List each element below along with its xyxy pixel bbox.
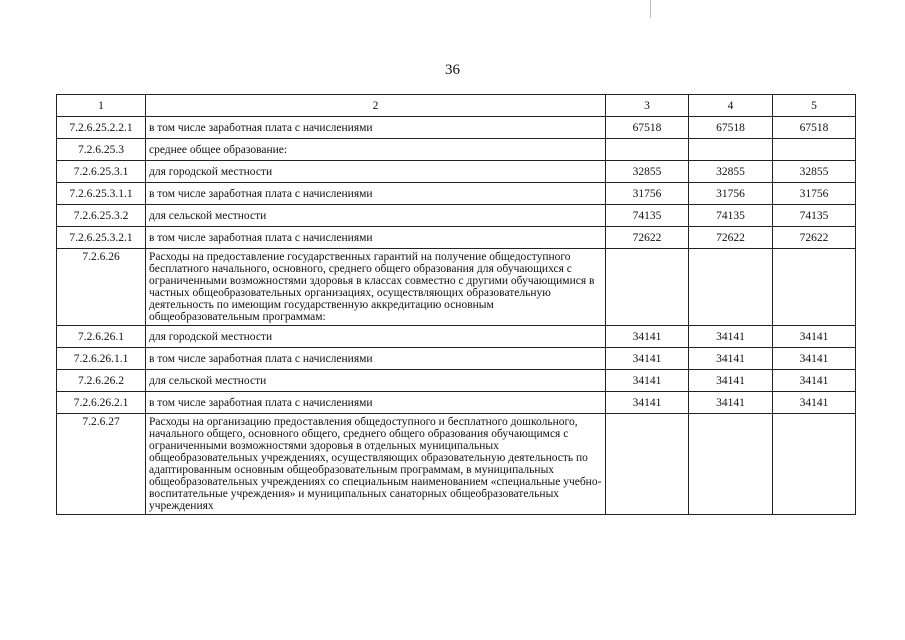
scan-artifact xyxy=(650,0,657,18)
value-col4: 34141 xyxy=(689,392,773,414)
table-row xyxy=(57,414,856,515)
value-col4: 74135 xyxy=(689,205,773,227)
value-col3: 34141 xyxy=(606,370,689,392)
table-row xyxy=(57,249,856,326)
row-code: 7.2.6.26.1 xyxy=(57,326,146,348)
value-col5: 34141 xyxy=(773,348,856,370)
value-col4: 67518 xyxy=(689,117,773,139)
row-code: 7.2.6.25.3.1 xyxy=(57,161,146,183)
table-row xyxy=(57,392,856,414)
column-header: 1 xyxy=(57,95,146,117)
value-col4: 31756 xyxy=(689,183,773,205)
row-code: 7.2.6.25.3.2 xyxy=(57,205,146,227)
row-description: для сельской местности xyxy=(146,370,606,392)
page-number: 36 xyxy=(445,62,460,78)
row-code: 7.2.6.26 xyxy=(57,249,146,326)
table-row xyxy=(57,348,856,370)
row-description: Расходы на предоставление государственных гарантий на получение общедоступного бесплатного начального, основного, среднего общего образования для обучающихся с ограниченными возможностями здоровья в классах совместно с другими обучающимися в частных общеобразовательных организациях, осуществляющих образовательную деятельность по имеющим государственную аккредитацию основным общеобразовательным программам: xyxy=(146,249,606,326)
value-col4: 34141 xyxy=(689,326,773,348)
row-code: 7.2.6.25.3 xyxy=(57,139,146,161)
table-row xyxy=(57,326,856,348)
value-col4 xyxy=(689,139,773,161)
value-col4 xyxy=(689,249,773,326)
row-code: 7.2.6.27 xyxy=(57,414,146,515)
column-header: 3 xyxy=(606,95,689,117)
row-code: 7.2.6.25.3.2.1 xyxy=(57,227,146,249)
table-row xyxy=(57,205,856,227)
table-row xyxy=(57,183,856,205)
row-description: в том числе заработная плата с начислениями xyxy=(146,227,606,249)
value-col3: 34141 xyxy=(606,326,689,348)
row-description: Расходы на организацию предоставления общедоступного и бесплатного дошкольного, начального общего, основного общего, среднего общего образования обучающимся с ограниченными возможностями здоровья в отдельных муниципальных общеобразовательных учреждениях, осуществляющих образовательную деятельность по адаптированным основным общеобразовательным программам, в муниципальных общеобразовательных учреждениях со специальным наименованием «специальные учебно-воспитательные учреждения» и муниципальных санаторных общеобразовательных учреждениях xyxy=(146,414,606,515)
table-row xyxy=(57,370,856,392)
column-header: 4 xyxy=(689,95,773,117)
value-col4: 32855 xyxy=(689,161,773,183)
table-row xyxy=(57,117,856,139)
value-col5: 31756 xyxy=(773,183,856,205)
value-col4 xyxy=(689,414,773,515)
budget-table xyxy=(56,94,856,515)
value-col5 xyxy=(773,249,856,326)
table-header-row xyxy=(57,95,856,117)
value-col3 xyxy=(606,139,689,161)
value-col5: 74135 xyxy=(773,205,856,227)
value-col5: 34141 xyxy=(773,392,856,414)
row-description: в том числе заработная плата с начислениями xyxy=(146,348,606,370)
column-header: 5 xyxy=(773,95,856,117)
row-description: среднее общее образование: xyxy=(146,139,606,161)
row-code: 7.2.6.26.2 xyxy=(57,370,146,392)
table-row xyxy=(57,227,856,249)
value-col4: 34141 xyxy=(689,348,773,370)
value-col5: 34141 xyxy=(773,370,856,392)
value-col5 xyxy=(773,414,856,515)
value-col3: 34141 xyxy=(606,392,689,414)
value-col3: 34141 xyxy=(606,348,689,370)
value-col3 xyxy=(606,414,689,515)
value-col5: 32855 xyxy=(773,161,856,183)
row-description: в том числе заработная плата с начислениями xyxy=(146,183,606,205)
column-header: 2 xyxy=(146,95,606,117)
value-col3: 67518 xyxy=(606,117,689,139)
value-col3: 32855 xyxy=(606,161,689,183)
row-code: 7.2.6.25.2.2.1 xyxy=(57,117,146,139)
row-code: 7.2.6.25.3.1.1 xyxy=(57,183,146,205)
row-description: в том числе заработная плата с начислениями xyxy=(146,117,606,139)
row-description: в том числе заработная плата с начислениями xyxy=(146,392,606,414)
row-code: 7.2.6.26.1.1 xyxy=(57,348,146,370)
value-col3: 72622 xyxy=(606,227,689,249)
value-col5 xyxy=(773,139,856,161)
value-col5: 67518 xyxy=(773,117,856,139)
value-col5: 34141 xyxy=(773,326,856,348)
row-description: для городской местности xyxy=(146,161,606,183)
value-col4: 34141 xyxy=(689,370,773,392)
row-description: для городской местности xyxy=(146,326,606,348)
table-row xyxy=(57,161,856,183)
value-col5: 72622 xyxy=(773,227,856,249)
value-col4: 72622 xyxy=(689,227,773,249)
value-col3: 74135 xyxy=(606,205,689,227)
value-col3 xyxy=(606,249,689,326)
value-col3: 31756 xyxy=(606,183,689,205)
row-description: для сельской местности xyxy=(146,205,606,227)
table-row xyxy=(57,139,856,161)
row-code: 7.2.6.26.2.1 xyxy=(57,392,146,414)
